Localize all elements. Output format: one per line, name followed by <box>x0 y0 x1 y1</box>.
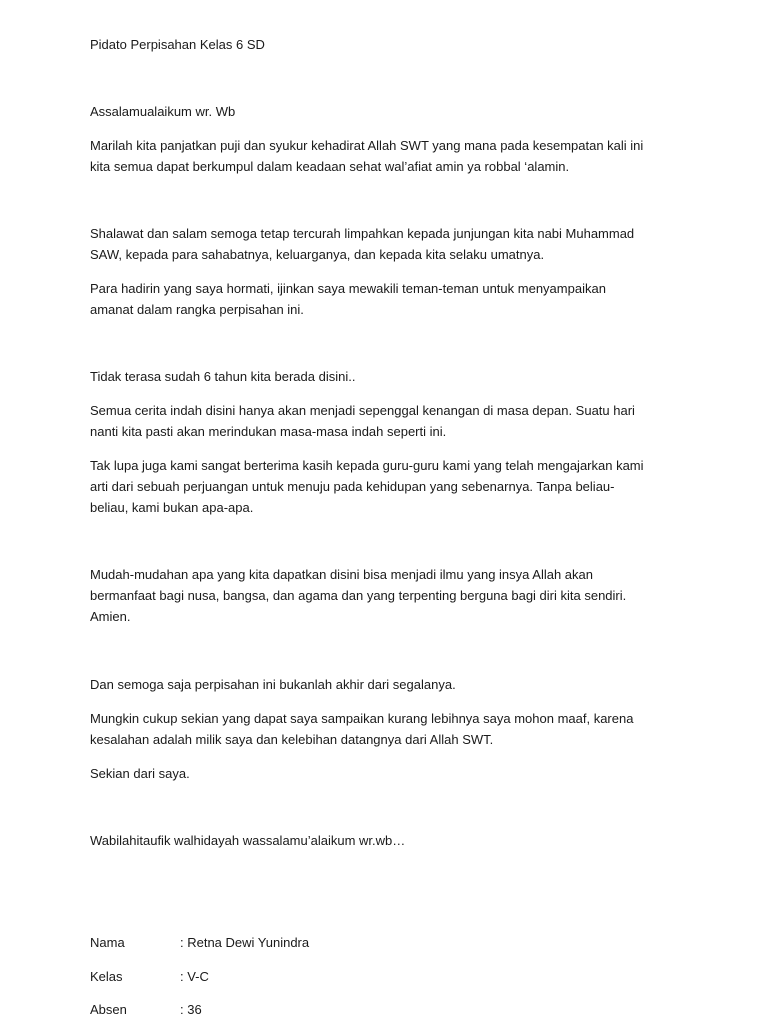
paragraph-line: Semua cerita indah disini hanya akan menjadi sepenggal kenangan di masa depan. Suatu hari <box>90 403 635 418</box>
identity-value-nama: : Retna Dewi Yunindra <box>180 935 310 950</box>
paragraph-line: Tidak terasa sudah 6 tahun kita berada disini.. <box>90 369 356 384</box>
paragraph-line: nanti kita pasti akan merindukan masa-masa indah seperti ini. <box>90 424 447 439</box>
identity-value-kelas: : V-C <box>180 969 209 984</box>
paragraph-line: Para hadirin yang saya hormati, ijinkan saya mewakili teman-teman untuk menyampaikan <box>90 281 606 296</box>
paragraph-line: Amien. <box>90 609 131 624</box>
paragraph-line: amanat dalam rangka perpisahan ini. <box>90 302 304 317</box>
paragraph-line: Marilah kita panjatkan puji dan syukur kehadirat Allah SWT yang mana pada kesempatan kali ini <box>90 138 644 153</box>
paragraph-line: kesalahan adalah milik saya dan kelebihan datangnya dari Allah SWT. <box>90 732 494 747</box>
paragraph-line: Tak lupa juga kami sangat berterima kasih kepada guru-guru kami yang telah mengajarkan kami <box>90 458 644 473</box>
paragraph-line: Sekian dari saya. <box>90 766 190 781</box>
paragraph-line: Mungkin cukup sekian yang dapat saya sampaikan kurang lebihnya saya mohon maaf, karena <box>90 711 634 726</box>
greeting: Assalamualaikum wr. Wb <box>90 104 236 119</box>
document-title: Pidato Perpisahan Kelas 6 SD <box>90 37 265 52</box>
paragraph-line: SAW, kepada para sahabatnya, keluarganya, dan kepada kita selaku umatnya. <box>90 247 545 262</box>
identity-label-nama: Nama <box>90 935 125 950</box>
paragraph-line: kita semua dapat berkumpul dalam keadaan sehat wal’afiat amin ya robbal ‘alamin. <box>90 159 570 174</box>
closing: Wabilahitaufik walhidayah wassalamu’alaikum wr.wb… <box>90 833 406 848</box>
paragraph-line: beliau, kami bukan apa-apa. <box>90 500 254 515</box>
identity-label-absen: Absen <box>90 1002 127 1017</box>
paragraph-line: Mudah-mudahan apa yang kita dapatkan disini bisa menjadi ilmu yang insya Allah akan <box>90 567 593 582</box>
paragraph-line: arti dari sebuah perjuangan untuk menuju pada kehidupan yang sebenarnya. Tanpa beliau- <box>90 479 615 494</box>
paragraph-line: Dan semoga saja perpisahan ini bukanlah akhir dari segalanya. <box>90 677 456 692</box>
paragraph-line: bermanfaat bagi nusa, bangsa, dan agama dan yang terpenting berguna bagi diri kita sendiri. <box>90 588 627 603</box>
identity-label-kelas: Kelas <box>90 969 123 984</box>
paragraph-line: Shalawat dan salam semoga tetap tercurah limpahkan kepada junjungan kita nabi Muhammad <box>90 226 635 241</box>
identity-value-absen: : 36 <box>180 1002 202 1017</box>
